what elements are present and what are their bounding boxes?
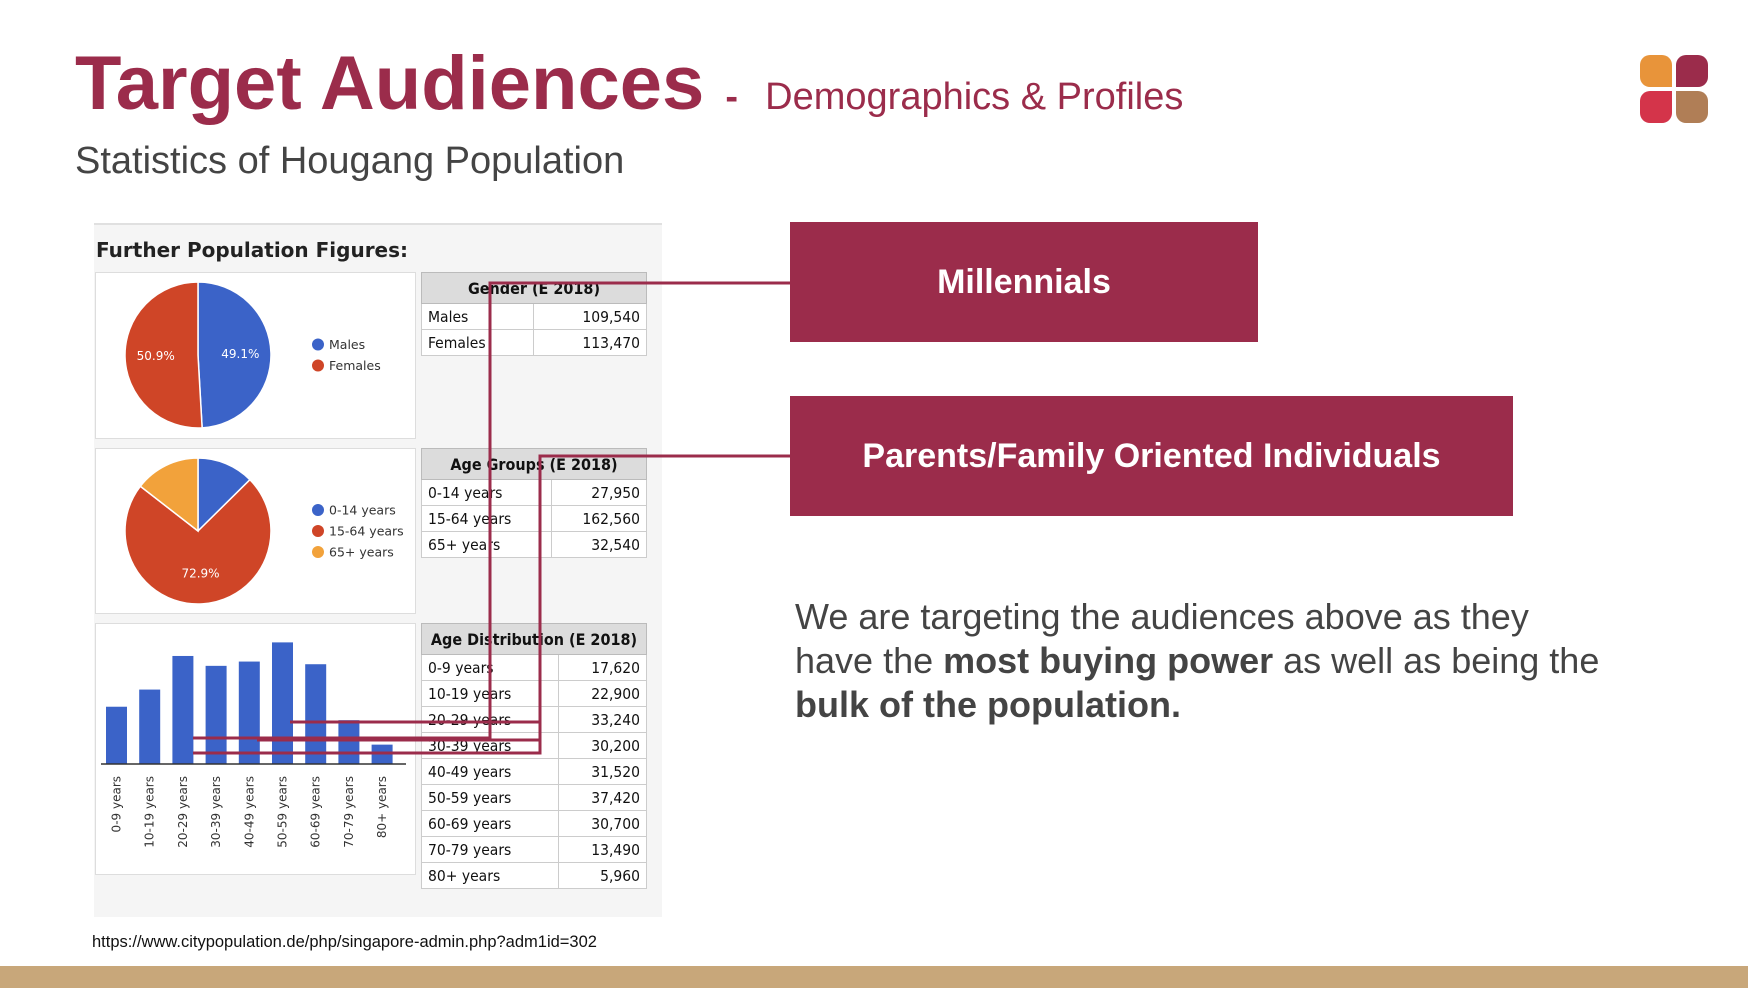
gender-slice-label: 50.9%	[136, 349, 175, 364]
age-bar-tick-label: 20-29 years	[175, 776, 190, 848]
gender-legend-label: Females	[329, 358, 381, 373]
row-label: 70-79 years	[422, 837, 559, 863]
row-label: Males	[422, 304, 534, 330]
footer-bar	[0, 966, 1748, 988]
age-bar-tick-label: 80+ years	[375, 776, 390, 839]
row-label: 0-9 years	[422, 655, 559, 681]
row-label: 50-59 years	[422, 785, 559, 811]
age-group-slice-label: 72.9%	[181, 566, 220, 581]
millennials-connector	[193, 283, 790, 738]
age-bar-tick-label: 70-79 years	[341, 776, 356, 848]
row-label: 30-39 years	[422, 733, 559, 759]
row-label: 15-64 years	[422, 506, 552, 532]
title-inline-subtitle: Demographics & Profiles	[765, 76, 1184, 118]
row-value: 30,200	[559, 733, 647, 759]
title-main: Target Audiences	[75, 41, 705, 126]
age-bar-tick-label: 10-19 years	[142, 776, 157, 848]
row-label: 10-19 years	[422, 681, 559, 707]
row-value: 32,540	[551, 532, 646, 558]
row-label: 0-14 years	[422, 480, 552, 506]
row-value: 5,960	[559, 863, 647, 889]
age-bar-tick-label: 40-49 years	[242, 776, 257, 848]
rationale-part-1: We are targeting the audiences above as they have the	[795, 596, 1529, 681]
figure-title: Further Population Figures:	[96, 238, 409, 262]
row-value: 27,950	[551, 480, 646, 506]
row-value: 13,490	[559, 837, 647, 863]
row-label: 20-29 years	[422, 707, 559, 733]
row-label: 80+ years	[422, 863, 559, 889]
parents-connector	[257, 456, 790, 740]
audience-label: Parents/Family Oriented Individuals	[862, 436, 1441, 475]
row-value: 37,420	[559, 785, 647, 811]
age-group-legend-label: 65+ years	[329, 544, 394, 560]
rationale-text	[795, 595, 1615, 727]
row-value: 162,560	[551, 506, 646, 532]
rationale-bold-1: most buying power	[943, 640, 1274, 681]
age-bar-tick-label: 30-39 years	[209, 776, 224, 848]
page-subtitle: Statistics of Hougang Population	[75, 140, 625, 182]
row-label: 60-69 years	[422, 811, 559, 837]
row-label: 65+ years	[422, 532, 552, 558]
row-label: Females	[422, 330, 534, 356]
age-bar-tick-label: 50-59 years	[275, 776, 290, 848]
rationale-part-2: as well as being the	[1273, 640, 1600, 681]
row-value: 30,700	[559, 811, 647, 837]
gender-table-header: Gender (E 2018)	[422, 273, 647, 304]
row-value: 113,470	[534, 330, 647, 356]
audience-label: Millennials	[937, 262, 1111, 301]
row-value: 17,620	[559, 655, 647, 681]
rationale-bold-2: bulk of the population.	[795, 684, 1181, 725]
row-value: 22,900	[559, 681, 647, 707]
source-link[interactable]: https://www.citypopulation.de/php/singapore-admin.php?adm1id=302	[92, 933, 597, 951]
gender-slice-label: 49.1%	[221, 346, 260, 361]
age-distribution-table-header: Age Distribution (E 2018)	[422, 624, 647, 655]
age-groups-table-header: Age Groups (E 2018)	[422, 449, 647, 480]
age-bar-tick-label: 0-9 years	[109, 776, 124, 833]
row-label: 40-49 years	[422, 759, 559, 785]
age-group-legend-label: 15-64 years	[329, 523, 404, 539]
gender-legend-label: Males	[329, 337, 366, 352]
row-value: 31,520	[559, 759, 647, 785]
age-bar-tick-label: 60-69 years	[308, 776, 323, 848]
row-value: 109,540	[534, 304, 647, 330]
row-value: 33,240	[559, 707, 647, 733]
title-dash: -	[725, 76, 739, 118]
age-group-legend-label: 0-14 years	[329, 502, 396, 518]
